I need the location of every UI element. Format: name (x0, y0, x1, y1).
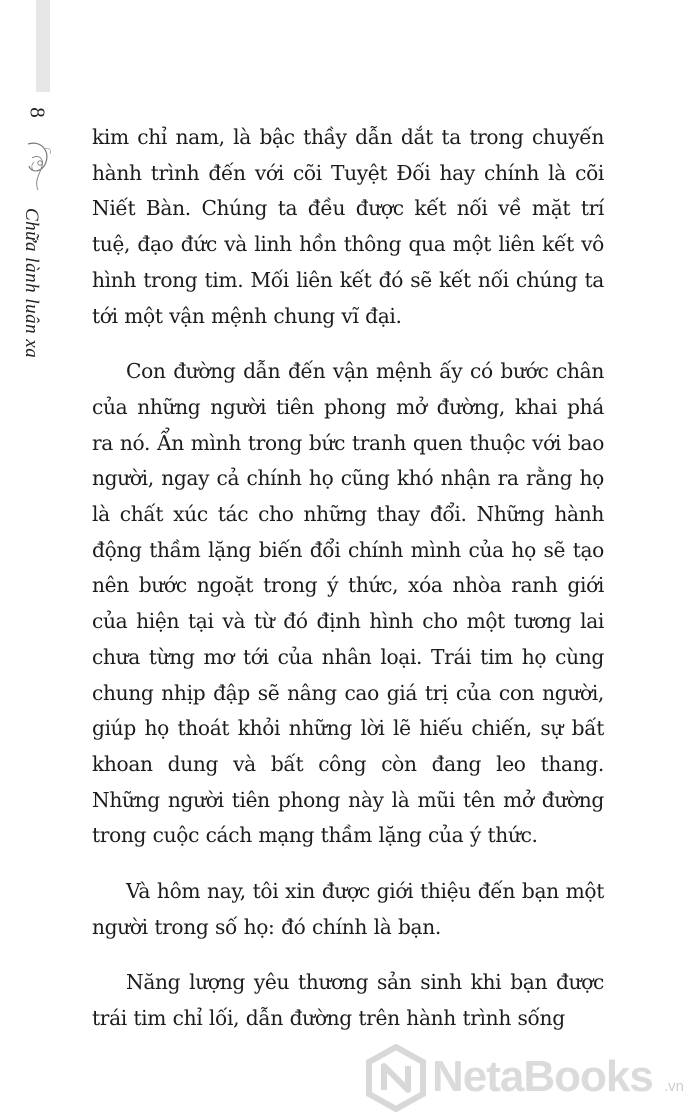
page-number: 8 (25, 107, 50, 118)
running-title: Chữa lành luân xa (21, 208, 42, 359)
page-edge-strip (36, 0, 50, 92)
body-text (92, 120, 604, 1057)
paragraph-2: Con đường dẫn đến vận mệnh ấy có bước chân của những người tiên phong mở đường, khai phá ra nó. Ẩn mình trong bức tranh quen thuộc với bao người, ngay cả chính họ cũng khó nhận ra rằng họ là chất xúc tác cho những thay đổi. Những hành động thầm lặng biến đổi chính mình của họ sẽ tạo nên bước ngoặt trong ý thức, xóa nhòa ranh giới của hiện tại và từ đó định hình cho một tương lai chưa từng mơ tới của nhân loại. Trái tim họ cùng chung nhịp đập sẽ nâng cao giá trị của con người, giúp họ thoát khỏi những lời lẽ hiếu chiến, sự bất khoan dung và bất công còn đang leo thang. Những người tiên phong này là mũi tên mở đường trong cuộc cách mạng thầm lặng của ý thức. (92, 359, 604, 848)
side-margin (20, 100, 56, 400)
netabooks-logo-icon (362, 1044, 430, 1112)
watermark-brand: NetaBooks (432, 1052, 653, 1101)
paragraph-1: kim chỉ nam, là bậc thầy dẫn dắt ta trong chuyến hành trình đến với cõi Tuyệt Đối hay chính là cõi Niết Bàn. Chúng ta đều được kết nối về mặt trí tuệ, đạo đức và linh hồn thông qua một liên kết vô hình trong tim. Mối liên kết đó sẽ kết nối chúng ta tới một vận mệnh chung vĩ đại. (92, 125, 604, 328)
paragraph-3: Và hôm nay, tôi xin được giới thiệu đến bạn một người trong số họ: đó chính là bạn. (92, 879, 604, 939)
watermark-suffix: .vn (664, 1078, 685, 1095)
paragraph-4: Năng lượng yêu thương sản sinh khi bạn được trái tim chỉ lối, dẫn đường trên hành trình sống (92, 970, 604, 1031)
watermark (362, 1040, 696, 1120)
flower-ornament-icon (20, 136, 56, 196)
